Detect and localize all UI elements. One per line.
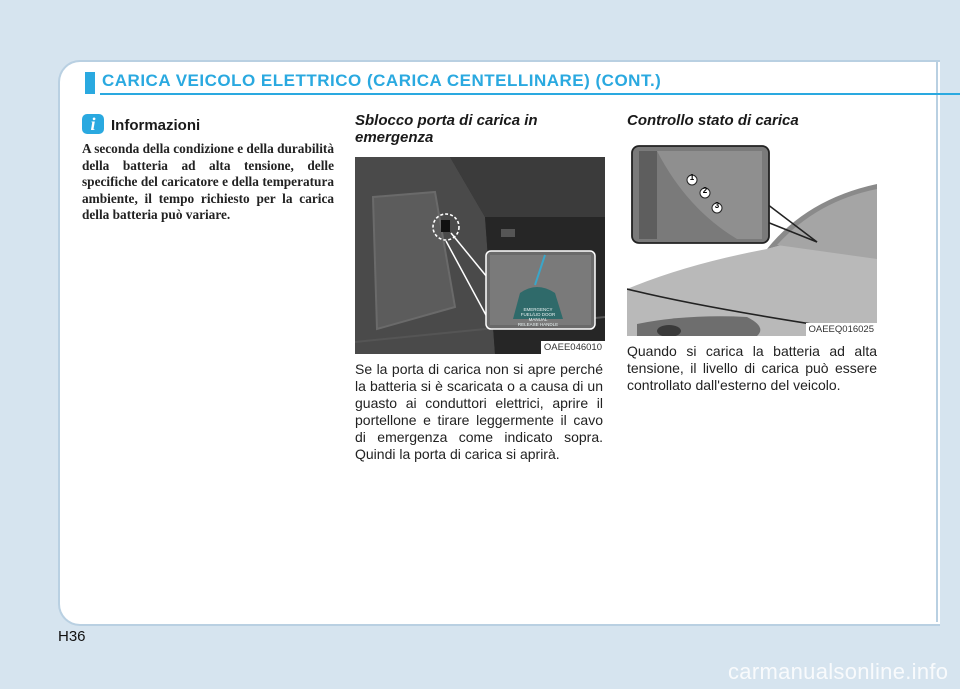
section-title: CARICA VEICOLO ELETTRICO (CARICA CENTELLINARE) (CONT.) (102, 71, 662, 90)
status-text: Quando si carica la batteria ad alta tensione, il livello di carica può essere controllato dall'esterno del veicolo. (627, 343, 877, 393)
info-text: A seconda della condizione e della durabilità della batteria ad alta tensione, delle specifiche del caricatore e della temperatura ambiente, il tempo richiesto per la carica della batteria può variare. (82, 141, 334, 223)
header-accent-bar (85, 72, 95, 94)
status-heading: Controllo stato di carica (627, 112, 799, 129)
trunk-image-code: OAEE046010 (541, 341, 605, 354)
trunk-illustration (355, 157, 605, 354)
car-illustration (627, 139, 877, 336)
indicator-2: 2 (702, 186, 708, 195)
emergency-heading: Sblocco porta di carica in emergenza (355, 112, 538, 146)
indicator-1: 1 (689, 173, 695, 182)
car-image-code: OAEEQ016025 (806, 323, 878, 336)
header-rule (100, 93, 960, 95)
page-number: H36 (58, 628, 86, 645)
emergency-text: Se la porta di carica non si apre perché la batteria si è scaricata o a causa di un guasto ai conduttori elettrici, aprire il portellone e tirare leggermente il cavo di emergenza come indicato sopra. Quindi la porta di carica si aprirà. (355, 361, 603, 462)
watermark: carmanualsonline.info (728, 659, 949, 684)
right-border-line (936, 60, 938, 622)
info-icon: i (82, 114, 104, 134)
info-title: Informazioni (111, 117, 201, 134)
car-photo (627, 139, 877, 336)
release-tag-label: EMERGENCY FUEL/LID DOOR MANUAL RELEASE HANDLE (517, 307, 559, 327)
indicator-3: 3 (714, 201, 720, 210)
trunk-photo (355, 157, 605, 354)
